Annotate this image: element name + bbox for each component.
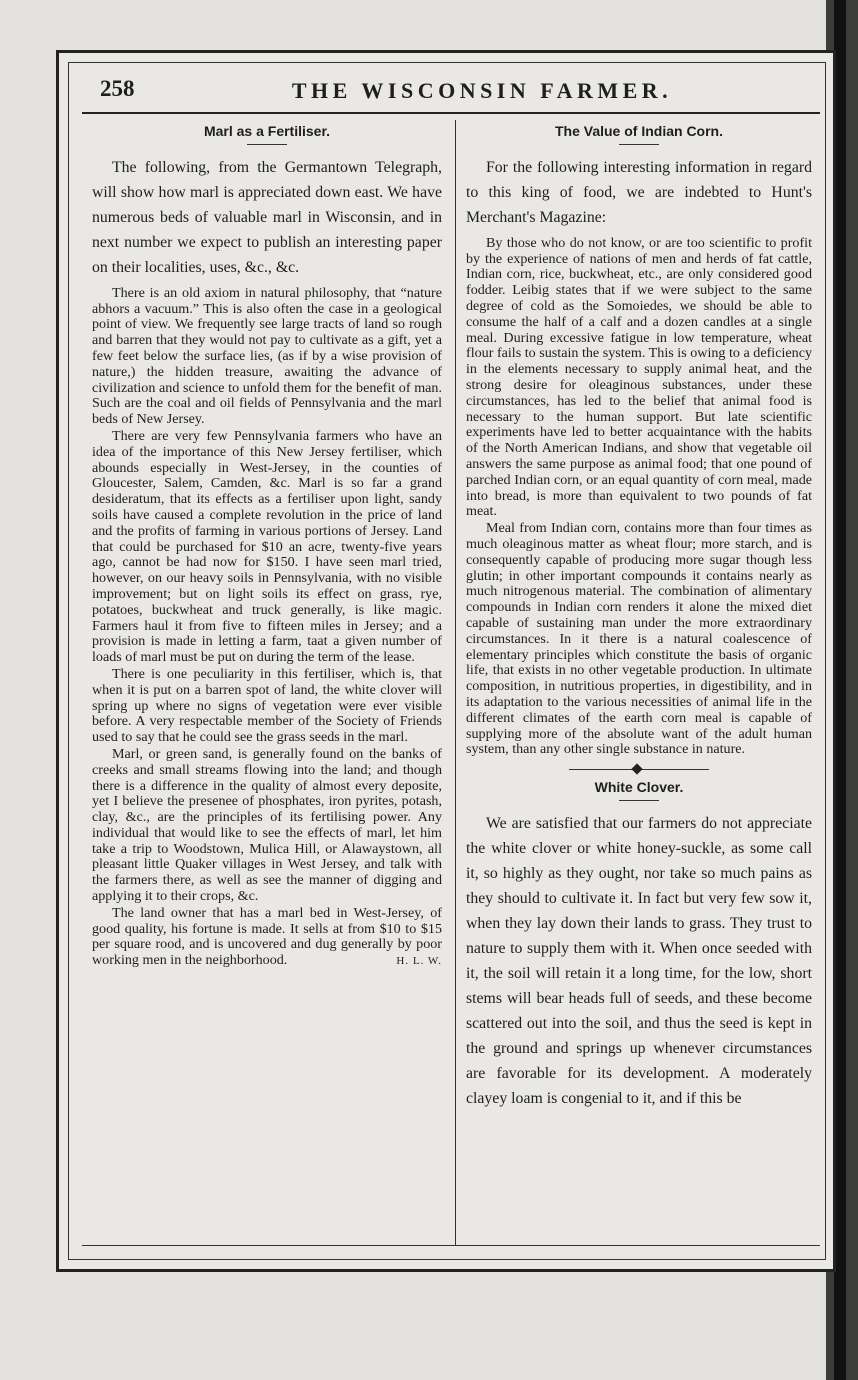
page-header <box>92 72 812 110</box>
page-number: 258 <box>100 76 135 101</box>
right-column <box>466 124 812 1117</box>
title-rule <box>619 144 659 145</box>
bottom-rule <box>82 1245 820 1246</box>
column-divider <box>455 120 456 1245</box>
paragraph: There are very few Pennsylvania farmers who have an idea of the importance of this New Jersey fertiliser, which abounds especially in West-Jersey, in the counties of Gloucester, Salem, Camden, &c. Marl is so far a grand desideratum, that its effects as a fertiliser upon light, sandy soils have caused a complete revolution in the price of land and the profits of farming in various portions of Jersey. Land that could be purchased for $10 an acre, twenty-five years ago, cannot be had now for $150. I have seen marl tried, however, on our heavy soils in Pennsylvania, with no visible improvement; but on light soils its effect on grass, rye, potatoes, buckwheat and truck generally, is like magic. Farmers haul it from five to fifteen miles in Jersey; and a provision is made in letting a farm, taat a given number of loads of marl must be put on during the term of the lease. <box>92 427 442 666</box>
left-column <box>92 124 442 970</box>
paragraph: Meal from Indian corn, contains more than four times as much oleaginous matter as wheat flour; more starch, and is consequently capable of producing more sugar though less glutin; in other important compounds it contains nearly as much nitrogenous material. The combination of alimentary compounds in Indian corn renders it alone the mixed diet capable of sustaining man under the more extraordinary circumstances. In it there is a natural coalescence of elementary principles which constitute the basis of organic life, that exists in no other vegetable production. In ultimate composition, in nutritious properties, in digestibility, and in its adaptation to the various necessities of animal life in the different climates of the earth corn meal is capable of supplying more of the absolute want of the adult human system, than any other single substance in nature. <box>466 520 812 758</box>
article-intro-corn: For the following interesting information in regard to this king of food, we are indebted to Hunt's Merchant's Magazine: <box>466 158 812 226</box>
paragraph <box>92 906 442 969</box>
paragraph: There is one peculiarity in this fertiliser, which is, that when it is put on a barren spot of land, the white clover will spring up where no signs of vegetation were ever visible before. A very respectable member of the Society of Friends used to say that he could see the grass seeds in the marl. <box>92 665 442 746</box>
article-title-marl: Marl as a Fertiliser. <box>203 123 331 139</box>
paragraph: Marl, or green sand, is generally found on the banks of creeks and small streams flowing into the land; and though there is a difference in the quality of almost every deposite, yet I believe the presenee of phosphates, iron pyrites, potash, clay, &c., are the principles of its fertilising power. Any individual that would like to see the effects of marl, let him take a trip to Woodstown, Mulica Hill, or Alawaystown, all pleasant little Quaker villages in West Jersey, and talk with the farmers there, as well as see the manner of digging and applying it to their crops, &c. <box>92 745 442 905</box>
paragraph-text: The land owner that has a marl bed in West-Jersey, of good quality, his fortune is made. It sells at from $10 to $15 per square rood, and is uncovered and dug generally by poor working men in the neighborhood. <box>92 904 442 969</box>
title-rule <box>619 800 659 801</box>
diamond-ornament-icon <box>631 763 642 774</box>
article-title-clover: White Clover. <box>594 779 684 796</box>
article-intro-marl: The following, from the Germantown Telegraph, will show how marl is appreciated down east. We have numerous beds of valuable marl in Wisconsin, and in next number we expect to publish an interesting paper on their localities, uses, &c., &c. <box>92 158 442 276</box>
article-intro-clover: We are satisfied that our farmers do not appreciate the white clover or white honey-suckle, as some call it, so highly as they ought, nor take so much pains as they should to cultivate it. In fact but very few sow it, when they lay down their lands to grass. They trust to nature to supply them with it. When once seeded with it, the soil will retain it a long time, for the low, short stems will bear heads full of seeds, and these become scattered out into the soil, and thus the seed is kept in the ground and springs up whenever circumstances are favorable for its development. A moderately clayey loam is congenial to it, and if this be <box>466 814 812 1107</box>
paragraph: By those who do not know, or are too scientific to profit by the experience of nations of men and herds of fat cattle, Indian corn, rice, buckwheat, etc., are only considered good fodder. Leibig states that if we were subject to the same degree of cold as the Somoiedes, we should be able to consume the half of a calf and a dozen candles at a single meal. During excessive fatigue in low temperature, wheat flour fails to sustain the system. This is owing to a deficiency in the elements necessary to supply animal heat, and the strong desire for oleaginous substances, under these circumstances, has led to the belief that animal food is necessary to the human support. But late scientific experiments have led to better acquaintance with the habits of the North American Indians, and show that vegetable oil answers the same purpose as animal food; that one pound of parched Indian corn, or an equal quantity of corn meal, made into bread, is more than equivalent to two pounds of fat meat. <box>466 234 812 520</box>
author-signature: H. L. W. <box>396 955 442 968</box>
paragraph: There is an old axiom in natural philosophy, that “nature abhors a vacuum.” This is also often the case in a geological point of view. We frequently see large tracts of land so rough and barren that they would not pay to cultivate as a gift, yet a few feet below the surface lies, (as if by a wise provision of nature,) the hidden treasure, awaiting the advance of civilization and science to unfold them for the benefit of man. Such are the coal and oil fields of Pennsylvania and the marl beds of New Jersey. <box>92 284 442 428</box>
header-rule <box>82 112 820 114</box>
article-title-corn: The Value of Indian Corn. <box>554 123 723 139</box>
title-rule <box>247 144 287 145</box>
journal-title: THE WISCONSIN FARMER. <box>291 78 673 103</box>
section-separator <box>569 764 709 774</box>
